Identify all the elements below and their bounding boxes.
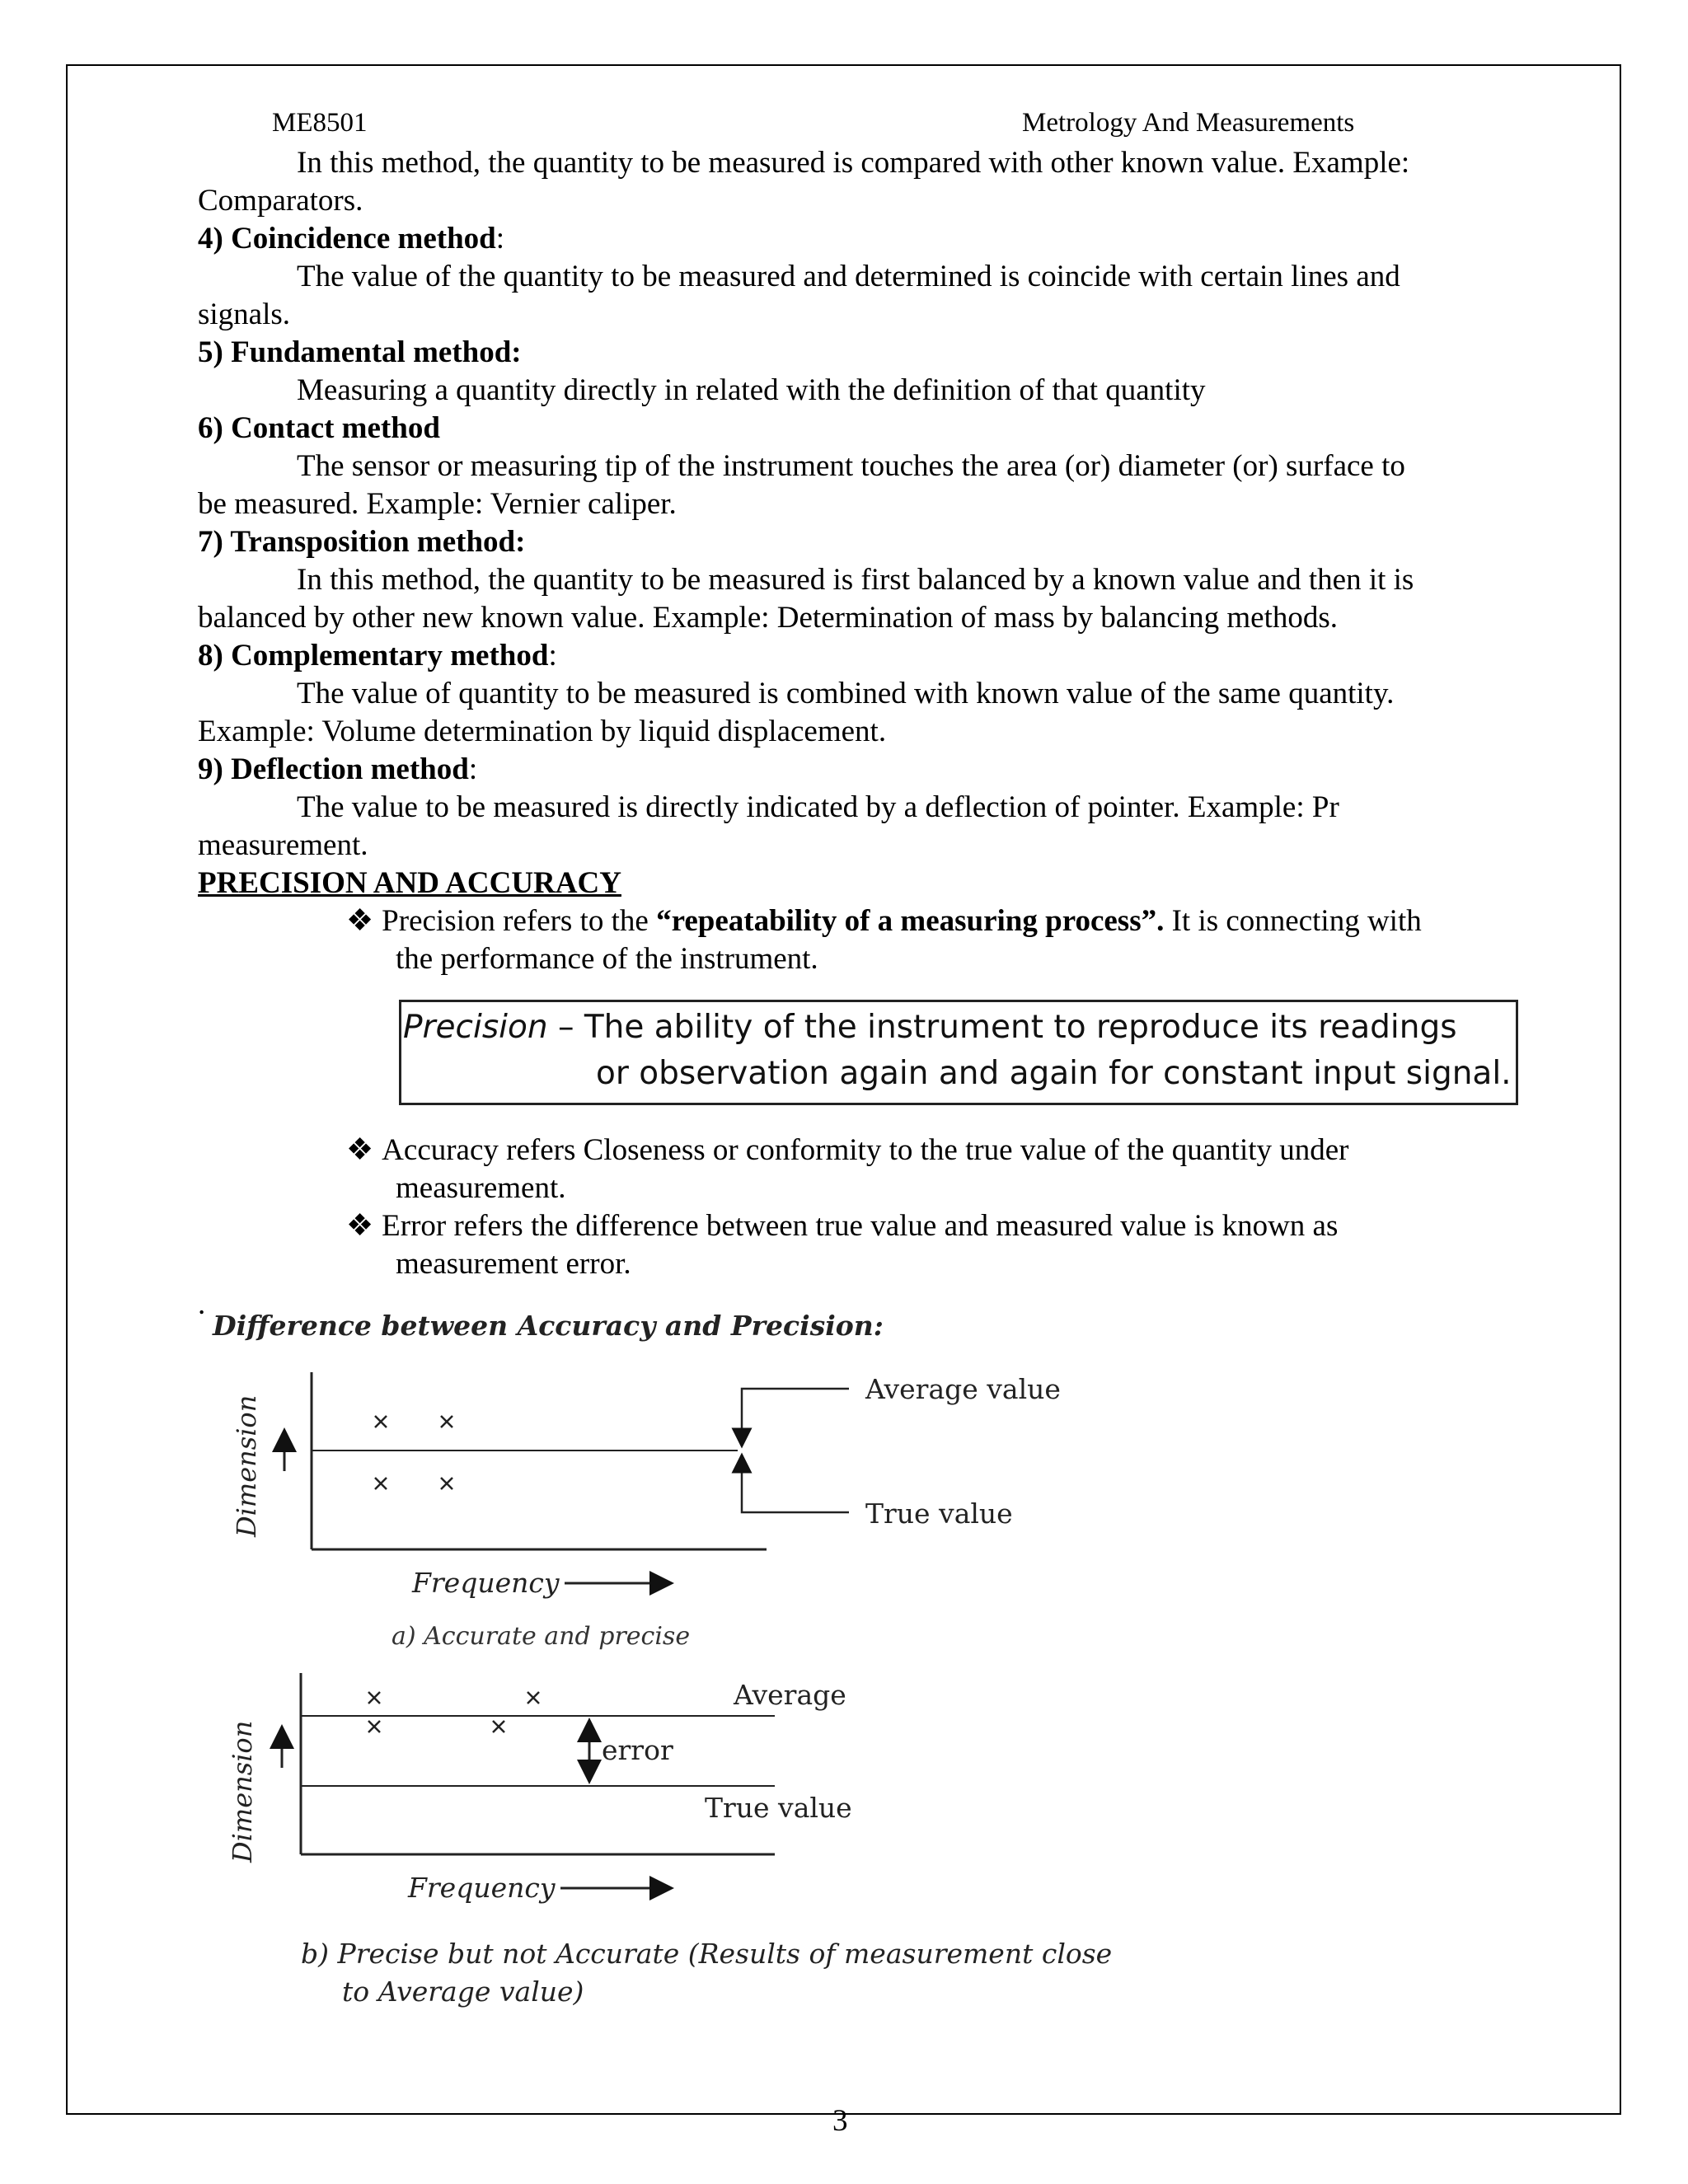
precision-definition-line1: Precision – The ability of the instrument to reproduce its readings [403,1009,1457,1046]
p6-line1: The sensor or measuring tip of the instrument touches the area (or) diameter (or) surface to [297,449,1405,483]
diagram-b-caption-line1: b) Precise but not Accurate (Results of measurement close [301,1938,1113,1970]
diagram-a-average-label: Average value [865,1373,1061,1405]
p7-line2: balanced by other new known value. Example: Determination of mass by balancing methods. [198,601,1339,635]
heading-coincidence-method: 4) Coincidence method: [198,222,505,255]
page-number: 3 [832,2104,848,2138]
diagram-b-caption-line2: to Average value) [342,1975,584,2008]
accuracy-precision-figure [206,1310,1228,2027]
heading-contact-method: 6) Contact method [198,411,440,445]
heading-deflection-method: 9) Deflection method: [198,752,478,786]
diagram-a-ylabel: Dimension [231,1394,262,1537]
p9-line2: measurement. [198,828,368,862]
bullet-precision-line2: the performance of the instrument. [396,942,818,976]
p8-line1: The value of quantity to be measured is combined with known value of the same quantity. [297,677,1395,710]
diagram-b-xlabel: Frequency [408,1872,556,1904]
diamond-bullet-icon: ❖ [346,1209,374,1243]
heading-fundamental-method: 5) Fundamental method: [198,335,522,369]
bullet-accuracy-line2: measurement. [396,1171,566,1205]
section-title: PRECISION AND ACCURACY [198,866,621,900]
diagram-b-average-label: Average [734,1679,846,1711]
stray-dot: . [198,1287,206,1321]
diagram-a-caption: a) Accurate and precise [392,1622,691,1651]
bullet-error-line2: measurement error. [396,1247,631,1281]
diagram-b-error-label: error [602,1734,673,1766]
heading-transposition-method: 7) Transposition method: [198,525,526,559]
bullet-error: ❖ Error refers the difference between true value and measured value is known as [346,1209,1339,1243]
diagram-a-xlabel: Frequency [412,1567,560,1599]
p6-line2: be measured. Example: Vernier caliper. [198,487,677,521]
p4-line2: signals. [198,298,291,331]
p8-line2: Example: Volume determination by liquid displacement. [198,715,887,748]
p9-line1: The value to be measured is directly indicated by a deflection of pointer. Example: Pr [297,790,1339,824]
bullet-accuracy: ❖ Accuracy refers Closeness or conformity to the true value of the quantity under [346,1133,1349,1167]
header-course-title: Metrology And Measurements [1022,108,1355,138]
diagram-b-true-label: True value [705,1792,852,1824]
diamond-bullet-icon: ❖ [346,1133,374,1167]
heading-complementary-method: 8) Complementary method: [198,639,557,673]
precision-definition-line2: or observation again and again for constant input signal. [596,1055,1512,1092]
diamond-bullet-icon: ❖ [346,904,374,938]
p1-line1: In this method, the quantity to be measured is compared with other known value. Example: [297,146,1410,180]
diagram-b-ylabel: Dimension [227,1720,258,1863]
header-course-code: ME8501 [272,108,368,138]
p7-line1: In this method, the quantity to be measured is first balanced by a known value and then it is [297,563,1414,597]
precision-definition-box [399,1000,1518,1105]
p5-line1: Measuring a quantity directly in related with the definition of that quantity [297,373,1206,407]
p4-line1: The value of the quantity to be measured and determined is coincide with certain lines and [297,260,1400,293]
p1-line2: Comparators. [198,184,363,218]
figure-title: Difference between Accuracy and Precision: [213,1310,884,1342]
bullet-precision: ❖ Precision refers to the “repeatability of a measuring process”. It is connecting with [346,904,1422,938]
diagram-a-true-label: True value [865,1497,1013,1530]
